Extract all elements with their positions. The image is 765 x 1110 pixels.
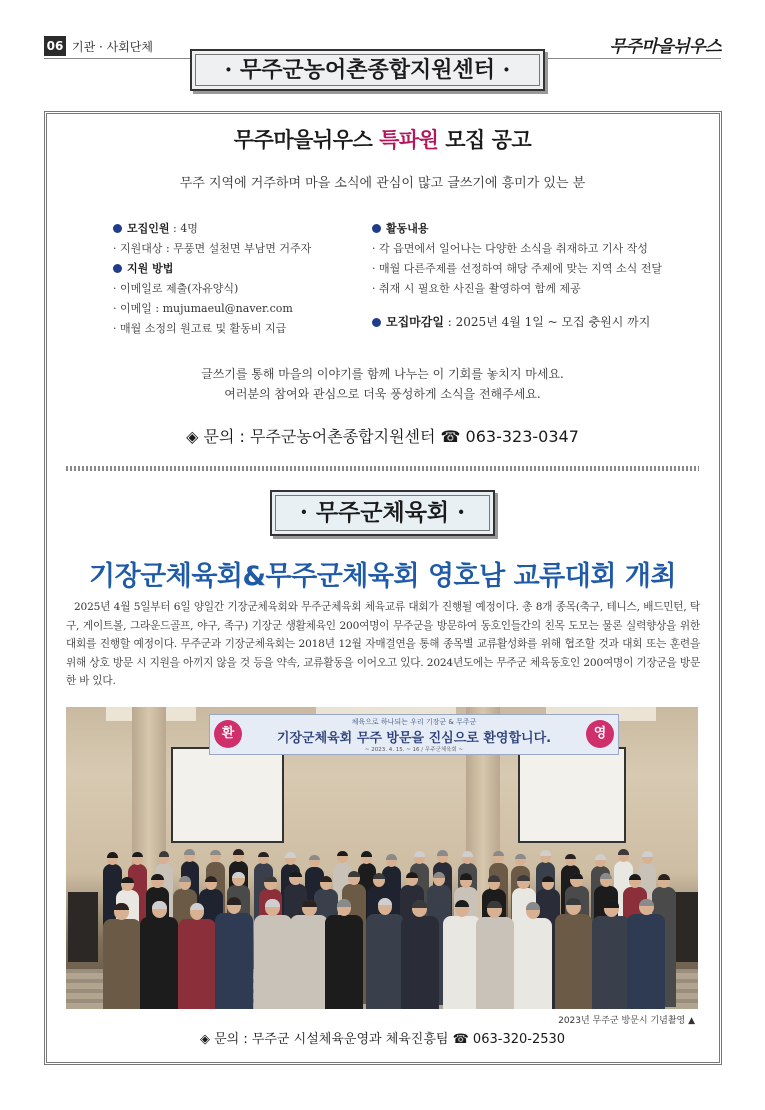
- section-divider: [66, 466, 699, 471]
- bullet-icon: [372, 224, 381, 233]
- activity-label: 활동내용: [386, 222, 429, 235]
- recruit-title: [0, 124, 765, 154]
- activity-line-3: · 취재 시 필요한 사진을 촬영하여 함께 제공: [372, 282, 581, 295]
- closing-line-2: 여러분의 참여와 관심으로 더욱 풍성하게 소식을 전해주세요.: [224, 387, 541, 401]
- target-line: · 지원대상 : 무풍면 설천면 부남면 거주자: [113, 242, 312, 255]
- masthead-logo: 무주마을뉘우스: [609, 37, 721, 57]
- bullet-icon: [372, 318, 381, 327]
- projector-screen-left: [171, 747, 284, 843]
- sports-contact: ◈ 문의 : 무주군 시설체육운영과 체육진흥팀 ☎ 063-320-2530: [199, 1032, 566, 1047]
- bullet-icon: [113, 224, 122, 233]
- recruit-info-right: [372, 219, 662, 332]
- headcount-value: : 4명: [169, 222, 198, 235]
- activity-line-2: · 매월 다른주제를 선정하여 해당 주제에 맞는 지역 소식 전달: [372, 262, 662, 275]
- headcount-label: 모집인원: [127, 222, 170, 235]
- method-line-1: · 이메일로 제출(자유양식): [113, 282, 239, 295]
- article-body: 2025년 4월 5일부터 6일 양일간 기장군체육회와 무주군체육회 체육교류 대회가 진행될 예정이다. 총 8개 종목(축구, 테니스, 배드민턴, 탁구, 게이트볼, 그라운드골프, 야구, 족구) 기장군 생활체육인 200여명이 무주군을 방문하여 동호인들간의 친목 도모는 물론 실력향상을 위한 대회를 진행할 예정이다. 무주군과 기장군체육회는 2018년 12월 자매결연을 통해 종목별 교류활성화를 위해 협조할 것과 대회 또는 훈련을 위해 상호 방문 시 지원을 아끼지 않을 것 등을 약속, 교류활동을 이어오고 있다. 2024년도에는 무주군 체육동호인 200여명이 기장군을 방문한 바 있다.: [66, 601, 700, 687]
- page-number: 06: [44, 36, 66, 56]
- sports-banner: [270, 490, 495, 536]
- photo-caption: 2023년 무주군 방문시 기념촬영 ▲: [558, 1016, 695, 1026]
- banner-ring-right: 영: [586, 720, 614, 748]
- center-banner-text: · 무주군농어촌종합지원센터 ·: [224, 57, 511, 83]
- method-line-2: · 이메일 : mujumaeul@naver.com: [113, 302, 293, 315]
- deadline-value: : 2025년 4월 1일 ~ 모집 충원시 까지: [443, 315, 651, 329]
- closing-line-1: 글쓰기를 통해 마을의 이야기를 함께 나누는 이 기회를 놓치지 마세요.: [201, 367, 564, 381]
- banner-ring-left: 환: [214, 720, 242, 748]
- section-label: 기관 · 사회단체: [72, 40, 153, 54]
- bullet-icon: [113, 264, 122, 273]
- recruit-contact: ◈ 문의 : 무주군농어촌종합지원센터 ☎ 063-323-0347: [186, 427, 579, 446]
- recruit-subtitle: 무주 지역에 거주하며 마을 소식에 관심이 많고 글쓰기에 흥미가 있는 분: [179, 176, 586, 191]
- recruit-title-suffix: 모집 공고: [438, 128, 532, 152]
- banner-date: ~ 2023. 4. 15. ~ 16 / 무주군체육회 ~: [364, 747, 464, 753]
- recruit-title-accent: 특파원: [379, 128, 439, 152]
- banner-top-line: 체육으로 하나되는 우리 기장군 & 무주군: [351, 718, 477, 726]
- recruit-info-left: [113, 219, 311, 339]
- recruit-title-prefix: 무주마을뉘우스: [233, 128, 380, 152]
- method-line-3: · 매월 소정의 원고료 및 활동비 지급: [113, 322, 287, 335]
- welcome-banner: [209, 714, 619, 755]
- activity-line-1: · 각 읍면에서 일어나는 다양한 소식을 취재하고 기사 작성: [372, 242, 648, 255]
- article-title: 기장군체육회&무주군체육회 영호남 교류대회 개최: [89, 561, 676, 592]
- group-photo: [66, 707, 698, 1009]
- crowd: [106, 849, 668, 1009]
- sports-banner-text: · 무주군체육회 ·: [299, 499, 466, 526]
- projector-screen-right: [518, 747, 626, 843]
- deadline-label: 모집마감일: [386, 315, 444, 329]
- banner-main-text: 기장군체육회 무주 방문을 진심으로 환영합니다.: [276, 731, 552, 746]
- center-banner: [190, 49, 545, 91]
- method-label: 지원 방법: [127, 262, 174, 275]
